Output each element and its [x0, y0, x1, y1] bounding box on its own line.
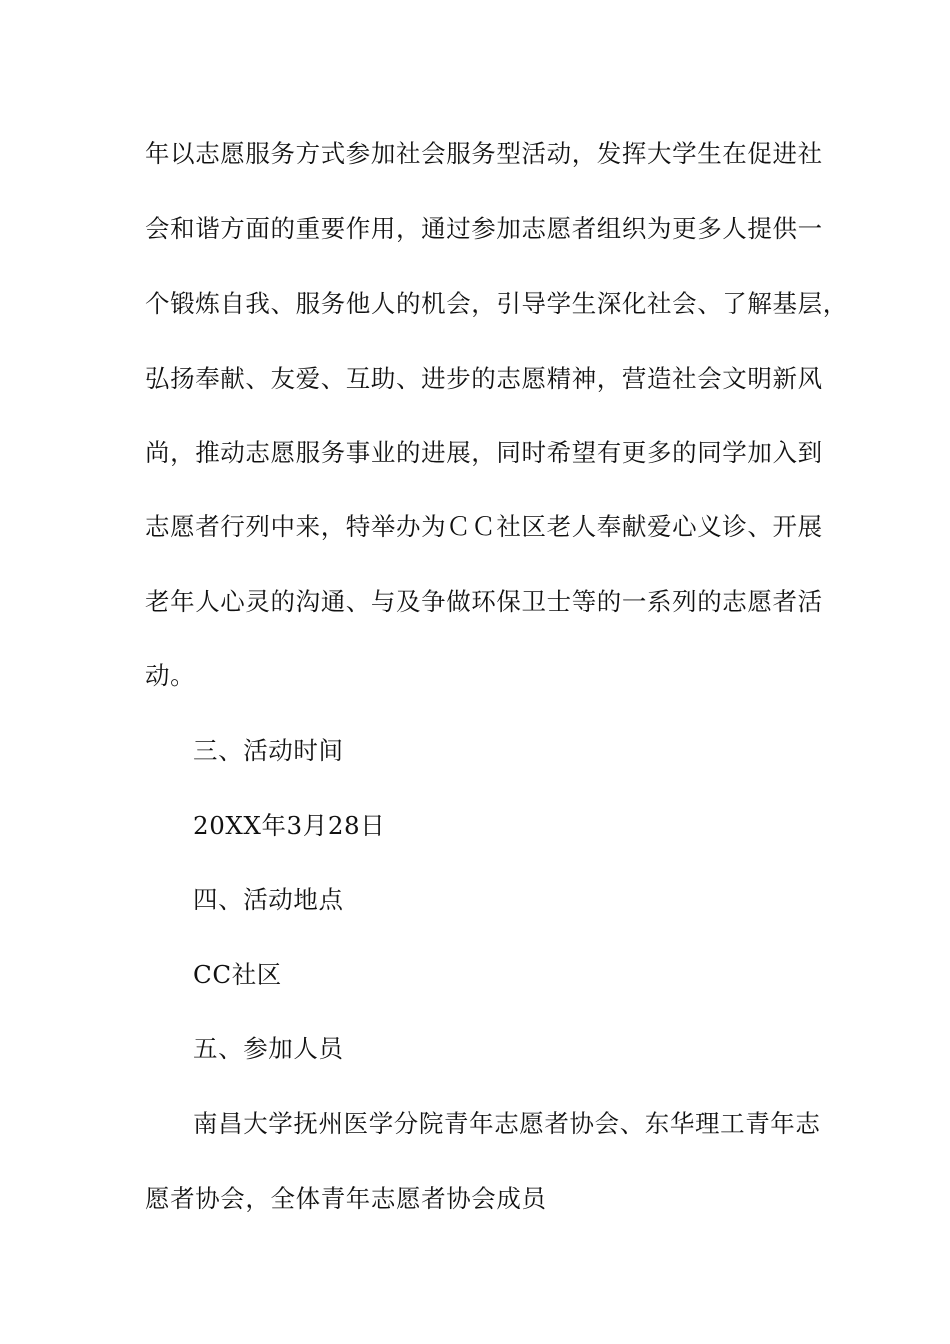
activity-date: 20XX年3月28日 — [193, 811, 386, 840]
participants-line: 南昌大学抚州医学分院青年志愿者协会、东华理工青年志 — [193, 1109, 821, 1138]
section-heading-location: 四、活动地点 — [193, 885, 344, 914]
activity-location: CC社区 — [193, 960, 282, 989]
paragraph-line: 会和谐方面的重要作用，通过参加志愿者组织为更多人提供一 — [145, 214, 823, 243]
participants-line: 愿者协会，全体青年志愿者协会成员 — [145, 1184, 547, 1213]
paragraph-line: 弘扬奉献、友爱、互助、进步的志愿精神，营造社会文明新风 — [145, 364, 823, 393]
section-heading-time: 三、活动时间 — [193, 736, 344, 765]
paragraph-line: 动。 — [145, 661, 196, 690]
paragraph-line: 尚，推动志愿服务事业的进展，同时希望有更多的同学加入到 — [145, 438, 823, 467]
paragraph-line: 志愿者行列中来，特举办为ＣＣ社区老人奉献爱心义诊、开展 — [145, 512, 823, 541]
paragraph-line: 老年人心灵的沟通、与及争做环保卫士等的一系列的志愿者活 — [145, 587, 823, 616]
section-heading-participants: 五、参加人员 — [193, 1034, 344, 1063]
paragraph-line: 年以志愿服务方式参加社会服务型活动，发挥大学生在促进社 — [145, 139, 823, 168]
paragraph-line: 个锻炼自我、服务他人的机会，引导学生深化社会、了解基层， — [145, 289, 848, 318]
